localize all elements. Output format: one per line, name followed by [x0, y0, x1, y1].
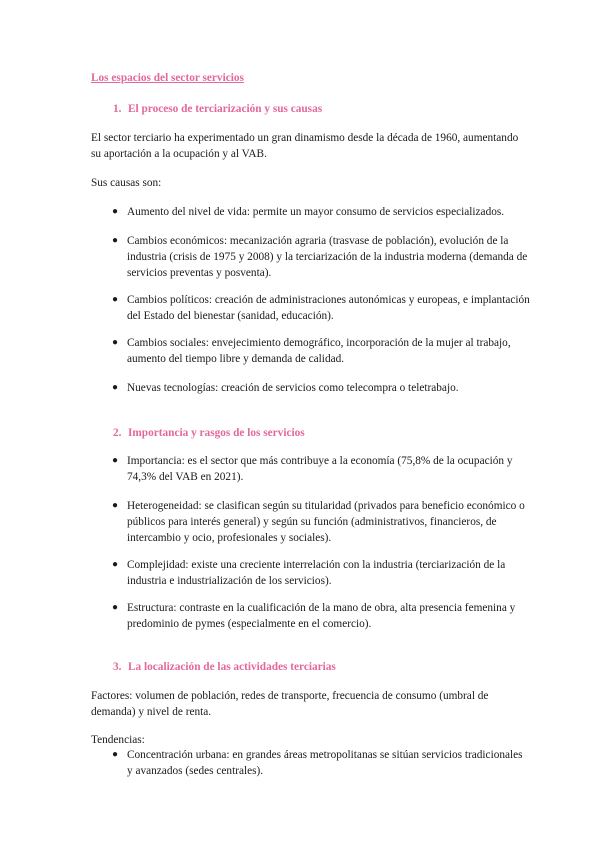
- bullet-dot-icon: ●: [112, 559, 119, 570]
- bullet-list: [110, 380, 530, 396]
- bullet-dot-icon: ●: [112, 235, 119, 246]
- section-heading-2: [113, 425, 305, 441]
- paragraph-intro: El sector terciario ha experimentado un gran dinamismo desde la década de 1960, aumentando su aportación a la ocupación y al VAB.: [91, 132, 519, 160]
- list-item: ● Importancia: es el sector que más contribuye a la economía (75,8% de la ocupación y 74,3% del VAB en 2021).: [112, 455, 513, 483]
- list-item: ● Cambios económicos: mecanización agraria (trasvase de población), evolución de la industria (crisis de 1975 y 2008) y la terciarización de la industria moderna (demanda de servicios preventas y posventa).: [112, 235, 528, 279]
- bullet-list: [110, 557, 530, 589]
- list-item: ● Complejidad: existe una creciente interrelación con la industria (terciarización de la industria e industrialización de los servicios).: [112, 559, 506, 587]
- section-heading-1: [113, 101, 322, 117]
- section-title: Importancia y rasgos de los servicios: [128, 427, 305, 439]
- section-number: 2.: [113, 427, 122, 439]
- bullet-dot-icon: ●: [112, 294, 119, 305]
- paragraph-lead: Sus causas son:: [91, 177, 162, 189]
- bullet-dot-icon: ●: [112, 382, 119, 393]
- section-number: 1.: [113, 103, 122, 115]
- bullet-dot-icon: ●: [112, 500, 119, 511]
- section-title: El proceso de terciarización y sus causas: [128, 103, 323, 115]
- list-item: ● Concentración urbana: en grandes áreas metropolitanas se sitúan servicios tradicionales y avanzados (sedes centrales).: [112, 749, 523, 777]
- list-item: ● Aumento del nivel de vida: permite un mayor consumo de servicios especializados.: [112, 206, 505, 218]
- bullet-list: [110, 233, 530, 281]
- bullet-dot-icon: ●: [112, 749, 119, 760]
- section-title: La localización de las actividades terciarias: [128, 661, 336, 673]
- bullet-list: [110, 204, 530, 220]
- bullet-dot-icon: ●: [112, 455, 119, 466]
- bullet-list: [110, 335, 530, 367]
- list-item: ● Cambios sociales: envejecimiento demográfico, incorporación de la mujer al trabajo, aumento del tiempo libre y demanda de calidad.: [112, 337, 511, 365]
- bullet-list: [110, 747, 530, 779]
- bullet-list: [110, 292, 530, 324]
- section-number: 3.: [113, 661, 122, 673]
- paragraph-lead: Tendencias:: [91, 734, 145, 746]
- bullet-dot-icon: ●: [112, 206, 119, 217]
- list-item: ● Nuevas tecnologías: creación de servicios como telecompra o teletrabajo.: [112, 382, 459, 394]
- list-item: ● Cambios políticos: creación de administraciones autonómicas y europeas, e implantación del Estado del bienestar (sanidad, educación).: [112, 294, 530, 322]
- bullet-dot-icon: ●: [112, 602, 119, 613]
- bullet-list: [110, 498, 530, 546]
- document-title: Los espacios del sector servicios: [91, 72, 244, 84]
- bullet-list: [110, 600, 530, 632]
- bullet-dot-icon: ●: [112, 337, 119, 348]
- list-item: ● Estructura: contraste en la cualificación de la mano de obra, alta presencia femenina y predominio de pymes (especialmente en el comercio).: [112, 602, 516, 630]
- section-heading-3: [113, 659, 336, 675]
- bullet-list: [110, 453, 530, 485]
- paragraph-intro: Factores: volumen de población, redes de transporte, frecuencia de consumo (umbral de demanda) y nivel de renta.: [91, 690, 489, 718]
- list-item: ● Heterogeneidad: se clasifican según su titularidad (privados para beneficio económico o públicos para interés general) y según su función (administrativos, financieros, de intercambio y ocio, profesionales y sociales).: [112, 500, 525, 544]
